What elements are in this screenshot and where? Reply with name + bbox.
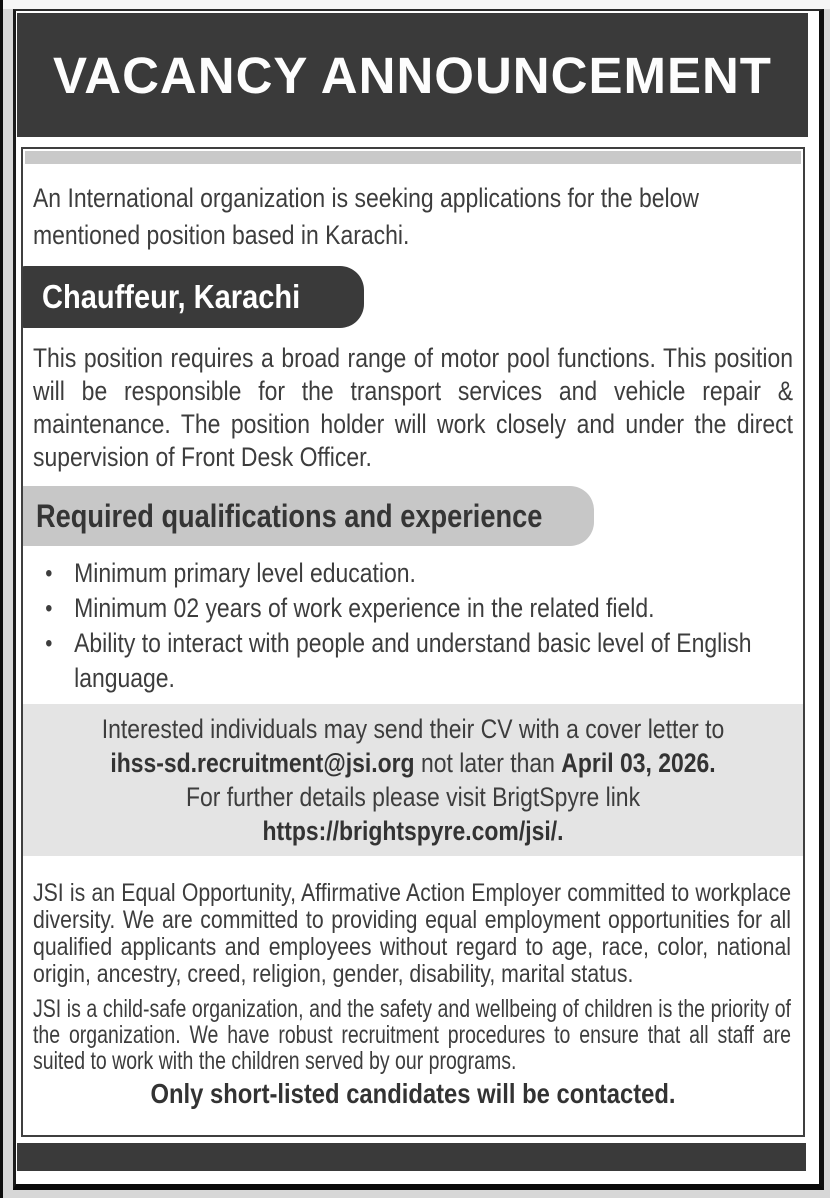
- page-left-edge: [0, 0, 3, 1198]
- application-line2-mid: not later than: [414, 748, 562, 778]
- intro-section: [23, 180, 803, 254]
- qualifications-heading: Required qualifications and experience: [36, 497, 543, 534]
- intro-text: An International organization is seeking applications for the below mentioned position based in Karachi.: [33, 183, 699, 250]
- qualification-item-text: Minimum primary level education.: [74, 558, 416, 588]
- application-line-2: [33, 746, 793, 780]
- qualification-item: [35, 591, 793, 626]
- bullet-icon: •: [45, 595, 53, 622]
- qualification-item-text: Minimum 02 years of work experience in the related field.: [74, 593, 655, 623]
- eeo-statement: JSI is an Equal Opportunity, Affirmative Action Employer committed to workplace diversity. We are committed to providing equal employment opportunities for all qualified applicants and employees without regard to age, race, color, national origin, ancestry, creed, religion, gender, disability, marital status.: [33, 879, 792, 988]
- ad-frame: [13, 9, 824, 1190]
- qualifications-section: [23, 556, 803, 696]
- application-instructions: [33, 712, 793, 848]
- shortlist-note: Only short-listed candidates will be contacted.: [150, 1078, 676, 1109]
- qualification-item: [35, 626, 793, 696]
- note-section: [23, 1078, 803, 1108]
- application-line1-text: Interested individuals may send their CV with a cover letter to: [101, 714, 725, 744]
- decorative-strip: [25, 151, 801, 164]
- position-title: Chauffeur, Karachi: [42, 278, 301, 315]
- header-bar: [17, 13, 808, 137]
- qualification-item-text: Ability to interact with people and understand basic level of English language.: [74, 628, 752, 693]
- bullet-icon: •: [45, 560, 53, 587]
- eeo-section: [23, 880, 803, 988]
- application-line3-text: For further details please visit BrigtSpyre link: [185, 782, 641, 812]
- content-box: [21, 147, 805, 1137]
- child-safe-statement: JSI is a child-safe organization, and the safety and wellbeing of children is the priority of the organization. We have robust recruitment procedures to ensure that all staff are suited to work with the children served by our programs.: [33, 995, 791, 1075]
- position-description: This position requires a broad range of motor pool functions. This position will be responsible for the transport services and vehicle repair & maintenance. The position holder will work closely and under the direct supervision of Front Desk Officer.: [33, 343, 794, 472]
- qualifications-heading-badge: [21, 486, 594, 546]
- page-top-margin: [3, 0, 830, 9]
- footer-bar: [17, 1143, 806, 1171]
- application-line-1: [33, 712, 793, 746]
- application-link: https://brightspyre.com/jsi/.: [262, 816, 564, 846]
- application-line-3: [33, 780, 793, 814]
- application-deadline: April 03, 2026.: [561, 748, 716, 778]
- position-description-section: [23, 342, 803, 474]
- bullet-icon: •: [45, 630, 53, 657]
- qualification-item: [35, 556, 793, 591]
- child-safe-section: [23, 996, 803, 1074]
- application-email: ihss-sd.recruitment@jsi.org: [110, 748, 415, 778]
- ad-title: VACANCY ANNOUNCEMENT: [53, 46, 772, 104]
- position-title-badge: [21, 266, 364, 328]
- qualifications-list: [35, 556, 793, 696]
- application-instructions-box: [23, 704, 803, 856]
